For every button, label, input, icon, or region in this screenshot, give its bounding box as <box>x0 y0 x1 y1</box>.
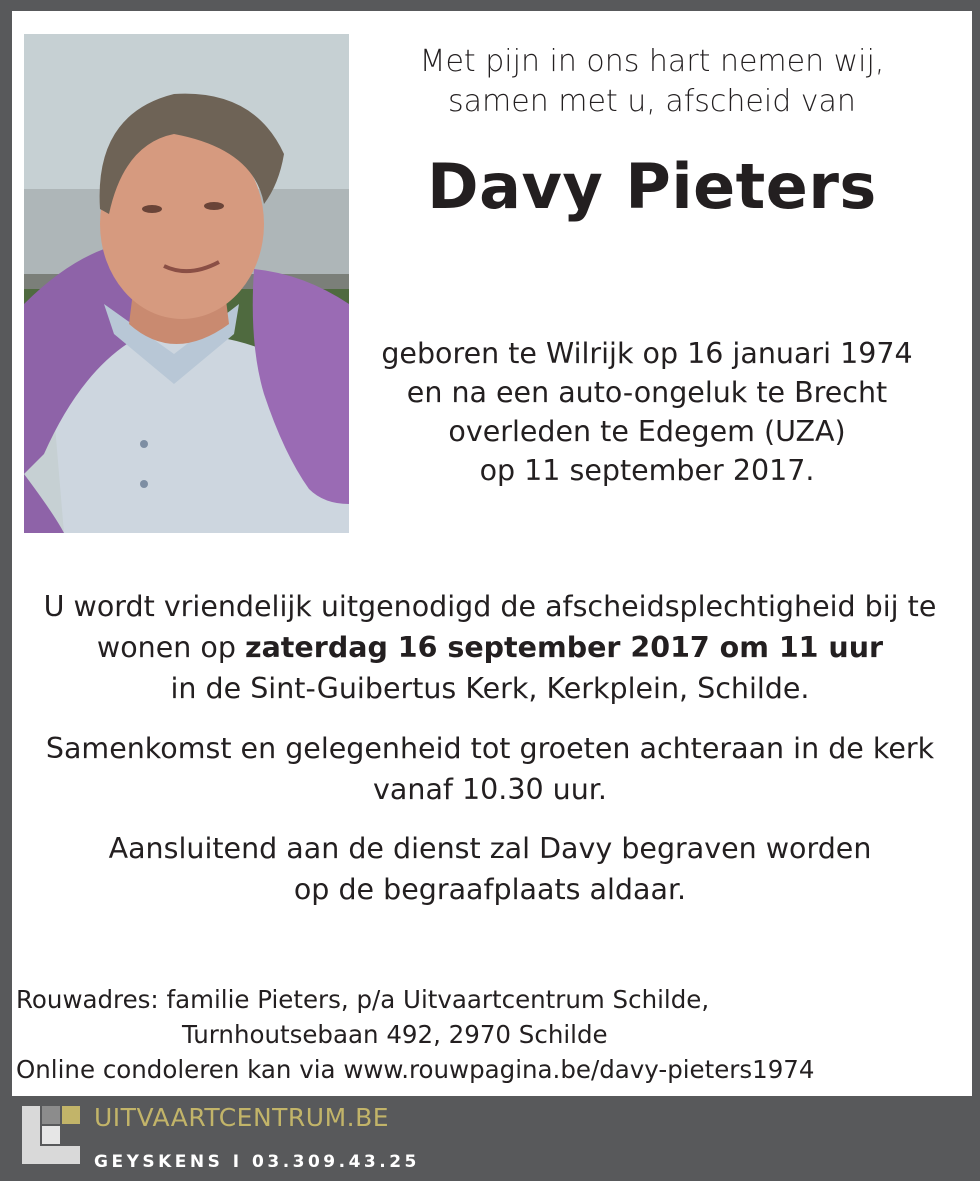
ceremony-line <box>14 627 966 668</box>
birth-line: geboren te Wilrijk op 16 januari 1974 <box>381 337 913 370</box>
intro-line: Met pijn in ons hart nemen wij, <box>419 44 885 79</box>
mourning-address <box>16 982 956 1087</box>
address-line: Rouwadres: familie Pieters, p/a Uitvaartcentrum Schilde, <box>16 985 710 1014</box>
footer-banner <box>0 1096 980 1181</box>
ceremony-location: in de Sint-Guibertus Kerk, Kerkplein, Schilde. <box>170 672 810 705</box>
gathering-info <box>14 728 966 810</box>
funeral-logo-icon <box>22 1106 80 1164</box>
ceremony-datetime: zaterdag 16 september 2017 om 11 uur <box>244 631 884 664</box>
intro-line: samen met u, afscheid van <box>448 84 856 119</box>
ceremony-prefix: wonen op <box>96 631 245 664</box>
ceremony-invitation <box>14 586 966 709</box>
portrait-photo <box>24 34 349 533</box>
death-place-line: overleden te Edegem (UZA) <box>448 415 846 448</box>
brand-contact: GEYSKENS I 03.309.43.25 <box>94 1152 420 1172</box>
accident-line: en na een auto-ongeluk te Brecht <box>406 376 888 409</box>
death-date-line: op 11 september 2017. <box>479 454 815 487</box>
condolence-link-text: Online condoleren kan via www.rouwpagina.be/davy-pieters1974 <box>16 1055 815 1084</box>
life-details <box>342 334 952 490</box>
deceased-name: Davy Pieters <box>427 150 877 223</box>
burial-info <box>14 828 966 910</box>
brand-name: UITVAARTCENTRUM.BE <box>94 1103 390 1132</box>
ceremony-line: U wordt vriendelijk uitgenodigd de afscheidsplechtigheid bij te <box>43 590 937 623</box>
burial-line: Aansluitend aan de dienst zal Davy begraven worden <box>108 832 872 865</box>
intro-text <box>352 42 952 122</box>
gathering-time: vanaf 10.30 uur. <box>373 773 607 806</box>
burial-line: op de begraafplaats aldaar. <box>293 873 687 906</box>
address-street: Turnhoutsebaan 492, 2970 Schilde <box>182 1020 608 1049</box>
gathering-line: Samenkomst en gelegenheid tot groeten achteraan in de kerk <box>45 732 935 765</box>
